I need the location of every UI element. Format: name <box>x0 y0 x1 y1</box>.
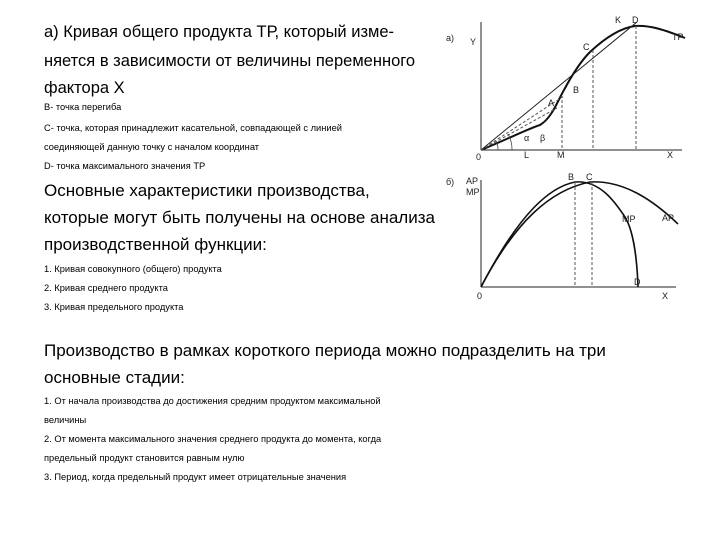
mp-label: MP <box>622 214 636 224</box>
beta-label: β <box>540 133 546 143</box>
point-c-label: C <box>583 42 590 52</box>
graph-a <box>440 0 700 180</box>
note-line-1: В- точка перегиба <box>44 102 122 112</box>
mark-m-label: M <box>557 150 565 160</box>
graph-a-origin: 0 <box>476 152 482 162</box>
alpha-label: α <box>524 133 530 143</box>
ray-ok <box>481 22 637 150</box>
stage-item-3: 3. Период, когда предельный продукт имеет отрицательные значения <box>44 472 347 482</box>
graph-a-y-label: Y <box>470 37 477 47</box>
graph-b-point-c: C <box>586 172 593 182</box>
stage-item-2a: 2. От момента максимального значения среднего продукта до момента, когда <box>44 434 382 444</box>
ap-label: AP <box>662 213 675 223</box>
point-d-label: D <box>632 15 639 25</box>
graph-b-point-d: D <box>634 277 641 287</box>
stage-line-2: основные стадии: <box>44 368 185 387</box>
note-line-3: соединяющей данную точку с началом координат <box>44 142 260 152</box>
point-k-label: K <box>615 15 622 25</box>
graph-b-panel-label: б) <box>446 177 455 187</box>
heading-line-3: фактора Х <box>44 79 125 97</box>
graph-a-x-label: X <box>667 150 674 160</box>
stage-item-1b: величины <box>44 415 87 425</box>
ray-oa <box>481 108 557 150</box>
graph-a-panel-label: а) <box>446 33 455 43</box>
graph-b-y-label-bottom: MP <box>466 187 480 197</box>
tp-label: TP <box>672 32 684 42</box>
stage-line-1: Производство в рамках короткого периода можно подразделить на три <box>44 341 606 360</box>
stage-item-2b: предельный продукт становится равным нулю <box>44 453 245 463</box>
graph-b-y-label-top: AP <box>466 176 479 186</box>
graph-b-x-label: X <box>662 291 669 301</box>
mark-l-label: L <box>524 150 530 160</box>
heading-line-2: няется в зависимости от величины переменного <box>44 52 416 70</box>
note-line-2: С- точка, которая принадлежит касательной, совпадающей с линией <box>44 123 342 133</box>
section-line-3: производственной функции: <box>44 235 267 254</box>
note-line-4: D- точка максимального значения ТР <box>44 161 206 171</box>
heading-line-1: а) Кривая общего продукта ТР, который изме- <box>44 23 395 41</box>
mp-curve <box>481 182 638 287</box>
graph-b <box>440 172 700 302</box>
graph-b-origin: 0 <box>477 291 483 301</box>
point-a-label: A <box>548 98 555 108</box>
graph-b-point-b: B <box>568 172 575 182</box>
section-line-1: Основные характеристики производства, <box>44 181 370 200</box>
ap-curve <box>481 182 678 287</box>
point-b-label: B <box>573 85 580 95</box>
list-item-2: 2. Кривая среднего продукта <box>44 283 168 293</box>
stage-item-1a: 1. От начала производства до достижения средним продуктом максимальной <box>44 396 381 406</box>
list-item-3: 3. Кривая предельного продукта <box>44 302 184 312</box>
list-item-1: 1. Кривая совокупного (общего) продукта <box>44 264 222 274</box>
section-line-2: которые могут быть получены на основе анализа <box>44 208 435 227</box>
